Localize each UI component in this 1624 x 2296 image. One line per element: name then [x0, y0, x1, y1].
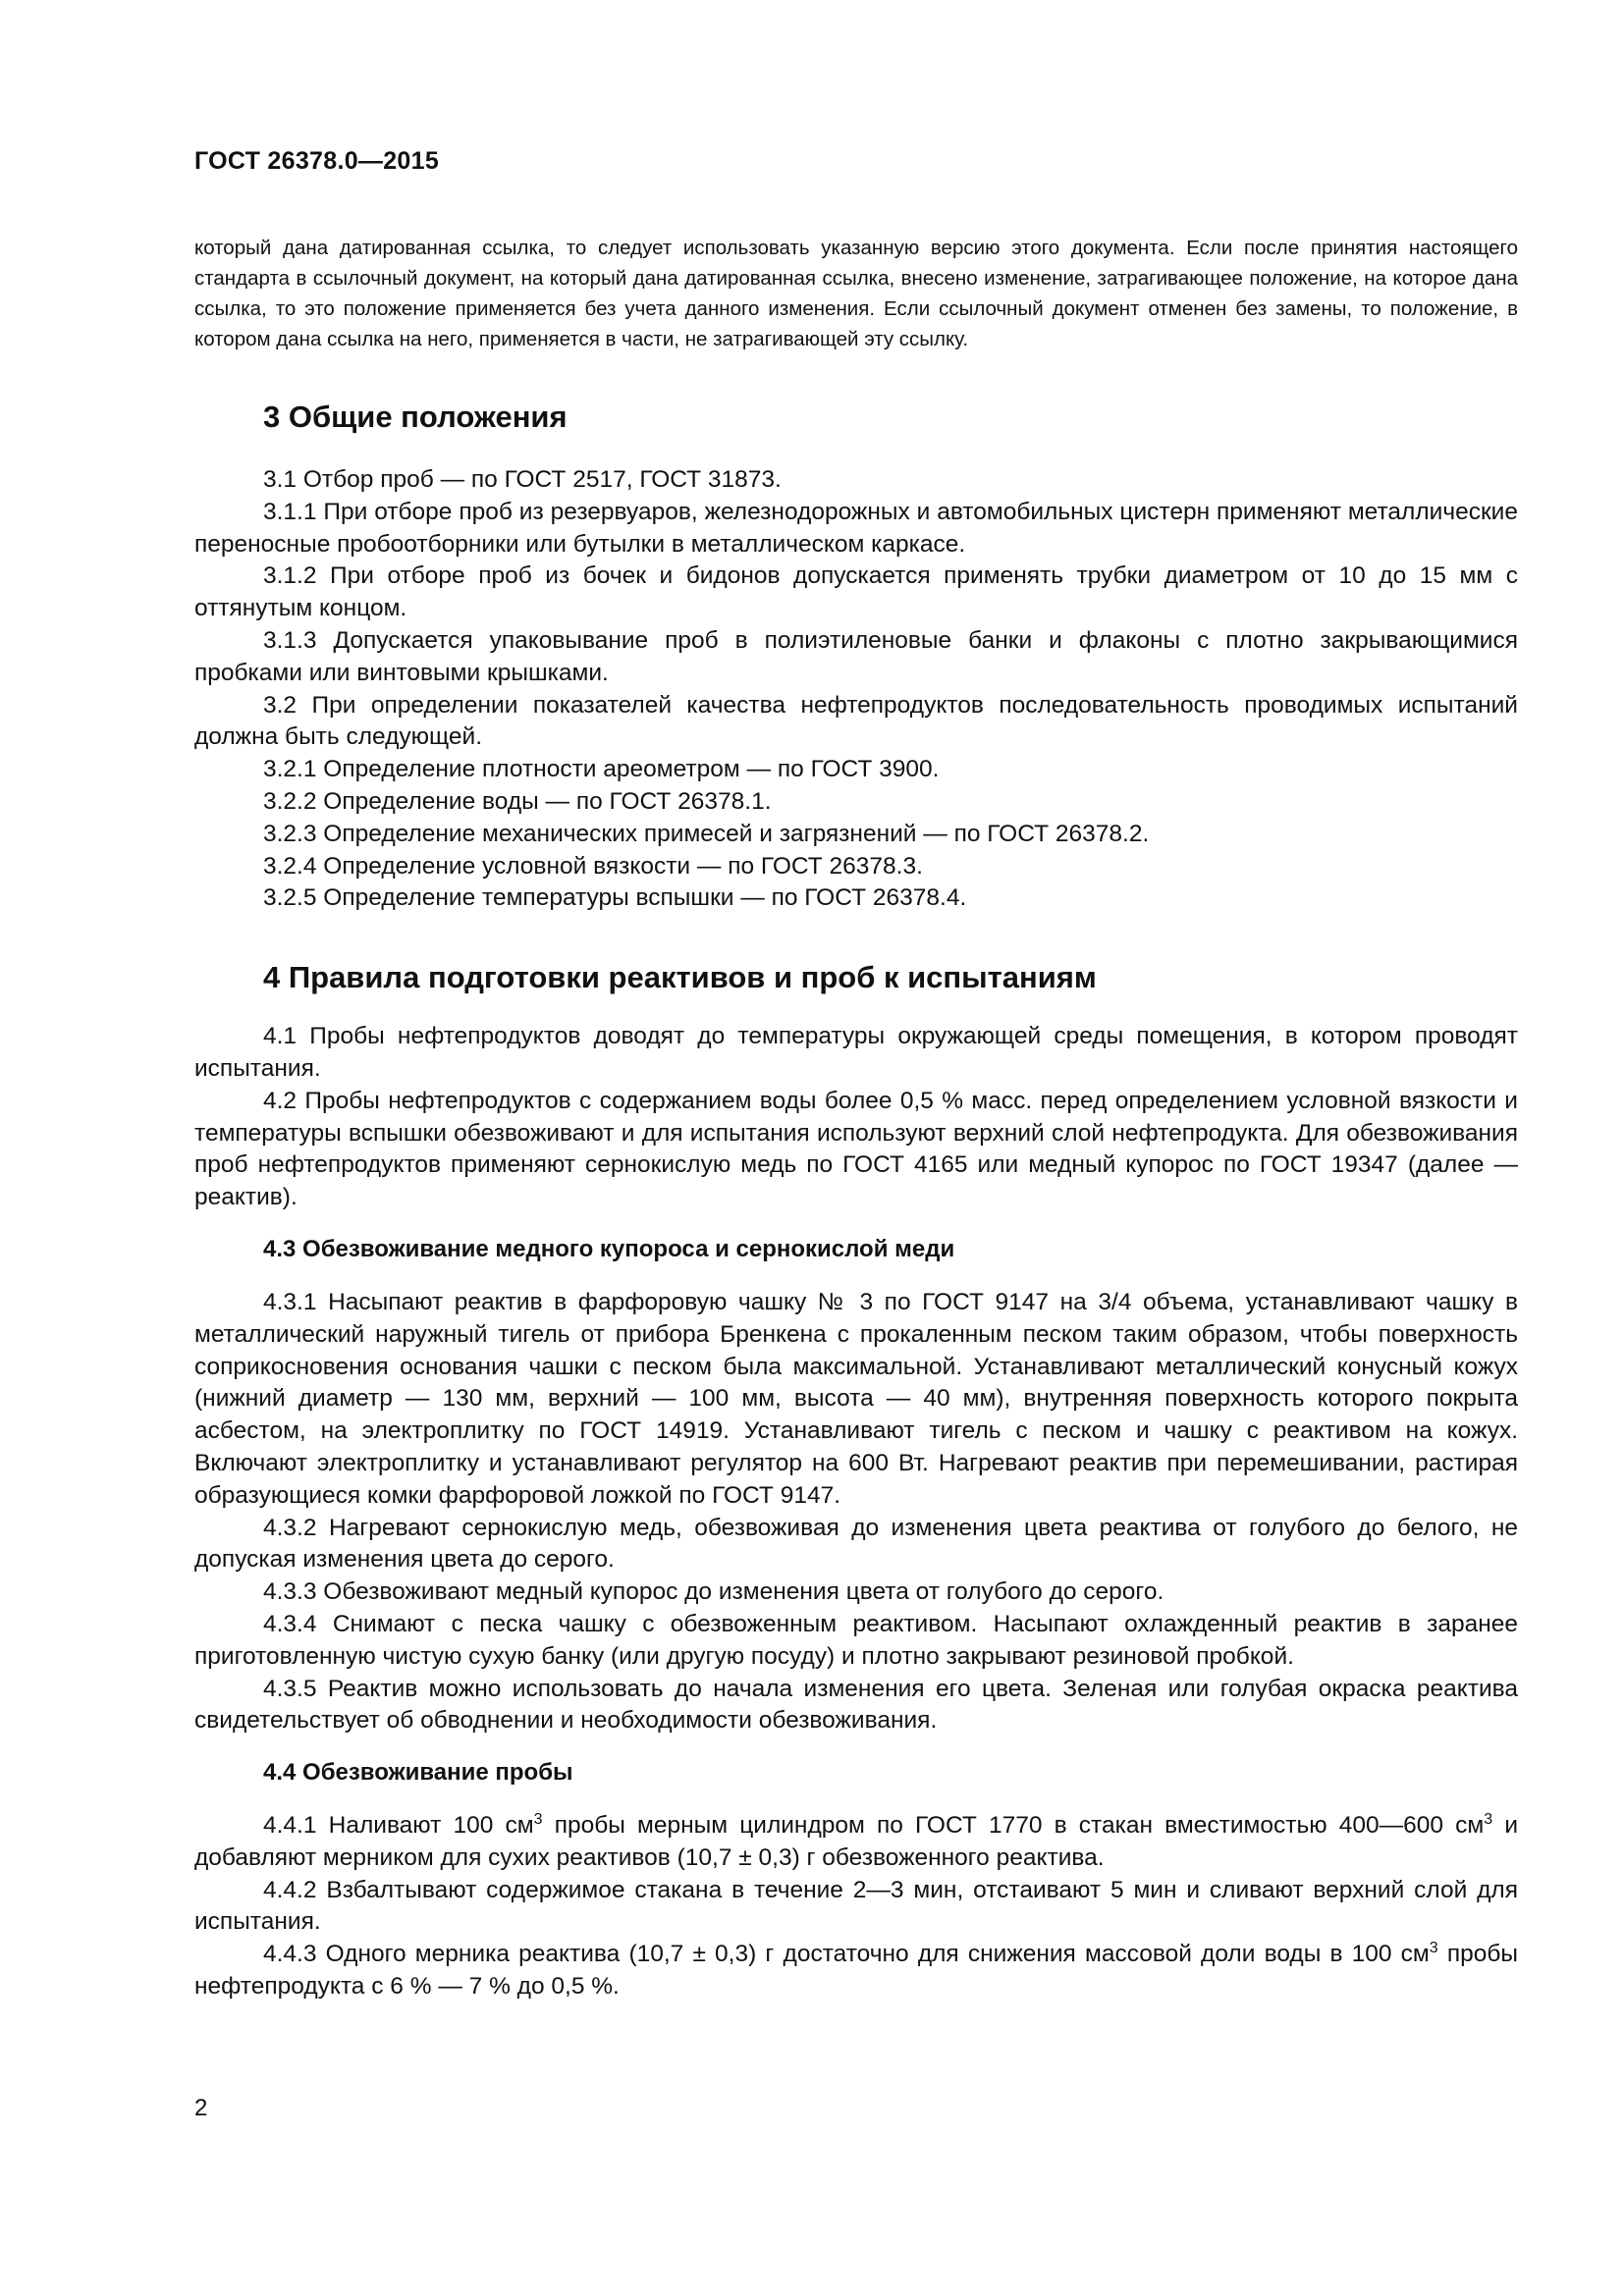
document-page [194, 147, 1518, 2003]
paragraph-3-2-4: 3.2.4 Определение условной вязкости — по ГОСТ 26378.3. [263, 852, 923, 880]
paragraph-3-2: 3.2 При определении показателей качества нефтепродуктов последовательность проводимых испытаний должна быть следующей. [194, 691, 1518, 751]
intro-block [194, 233, 1518, 354]
paragraph-4-3-1: 4.3.1 Насыпают реактив в фарфоровую чашку № 3 по ГОСТ 9147 на 3/4 объема, устанавливают чашку в металлический наружный тигель от прибора Бренкена с прокаленным песком таким образом, чтобы поверхность соприкосновения основания чашки с песком была максимальной. Устанавливают металлический конусный кожух (нижний диаметр — 130 мм, верхний — 100 мм, высота — 40 мм), внутренняя поверхность которого покрыта асбестом, на электроплитку по ГОСТ 14919. Устанавливают тигель с песком и чашку с реактивом на кожух. Включают электроплитку и устанавливают регулятор на 600 Вт. Нагревают реактив при перемешивании, растирая образующиеся комки фарфоровой ложкой по ГОСТ 9147. [194, 1288, 1518, 1509]
paragraph-4-3-2: 4.3.2 Нагревают сернокислую медь, обезвоживая до изменения цвета реактива от голубого до белого, не допуская изменения цвета до серого. [194, 1514, 1518, 1574]
paragraph-4-3-5: 4.3.5 Реактив можно использовать до начала изменения его цвета. Зеленая или голубая окраска реактива свидетельствует об обводнении и необходимости обезвоживания. [194, 1675, 1518, 1735]
paragraph-3-2-5: 3.2.5 Определение температуры вспышки — по ГОСТ 26378.4. [263, 884, 967, 912]
paragraph-4-4-2: 4.4.2 Взбалтывают содержимое стакана в течение 2—3 мин, отстаивают 5 мин и сливают верхний слой для испытания. [194, 1876, 1518, 1936]
paragraph-3-1: 3.1 Отбор проб — по ГОСТ 2517, ГОСТ 31873. [263, 466, 782, 493]
paragraph-4-4-3 [194, 1939, 1518, 2003]
section-4-body [194, 1021, 1518, 1214]
paragraph-3-2-1: 3.2.1 Определение плотности ареометром — по ГОСТ 3900. [263, 756, 940, 783]
paragraph-3-1-1: 3.1.1 При отборе проб из резервуаров, железнодорожных и автомобильных цистерн применяют металлические переносные пробоотборники или бутылки в металлическом каркасе. [194, 498, 1518, 558]
paragraph-4-4-1 [194, 1810, 1518, 1875]
document-header: ГОСТ 26378.0—2015 [194, 147, 440, 175]
subsection-4-4-heading: 4.4 Обезвоживание пробы [263, 1759, 573, 1787]
paragraph-3-2-2: 3.2.2 Определение воды — по ГОСТ 26378.1. [263, 787, 772, 815]
paragraph-4-1: 4.1 Пробы нефтепродуктов доводят до температуры окружающей среды помещения, в котором проводят испытания. [194, 1023, 1518, 1082]
section-4-heading: 4 Правила подготовки реактивов и проб к испытаниям [263, 960, 1097, 995]
section-3-heading: 3 Общие положения [263, 400, 568, 434]
subsection-4-3-body [194, 1287, 1518, 1737]
text-fragment: пробы нефтепродукта с 6 % — 7 % до 0,5 %. [194, 1941, 1518, 2001]
subsection-4-3-heading: 4.3 Обезвоживание медного купороса и сернокислой меди [263, 1235, 955, 1262]
superscript: 3 [1429, 1940, 1438, 1957]
superscript: 3 [1484, 1810, 1493, 1828]
page-number: 2 [194, 2095, 208, 2121]
text-fragment: 4.4.3 Одного мерника реактива (10,7 ± 0,3) г достаточно для снижения массовой доли воды в 100 см [263, 1941, 1430, 1968]
paragraph-3-1-2: 3.1.2 При отборе проб из бочек и бидонов допускается применять трубки диаметром от 10 до 15 мм с оттянутым концом. [194, 562, 1518, 622]
paragraph-3-1-3: 3.1.3 Допускается упаковывание проб в полиэтиленовые банки и флаконы с плотно закрывающимися пробками или винтовыми крышками. [194, 626, 1518, 686]
section-3-body [194, 464, 1518, 915]
text-fragment: пробы мерным цилиндром по ГОСТ 1770 в стакан вместимостью 400—600 см [542, 1812, 1485, 1840]
text-fragment: 4.4.1 Наливают 100 см [263, 1812, 534, 1840]
paragraph-4-2: 4.2 Пробы нефтепродуктов с содержанием воды более 0,5 % масс. перед определением условной вязкости и температуры вспышки обезвоживают и для испытания используют верхний слой нефтепродукта. Для обезвоживания проб нефтепродуктов применяют сернокислую медь по ГОСТ 4165 или медный купорос по ГОСТ 19347 (далее — реактив). [194, 1087, 1518, 1211]
paragraph-4-3-3: 4.3.3 Обезвоживают медный купорос до изменения цвета от голубого до серого. [263, 1578, 1164, 1606]
intro-paragraph: который дана датированная ссылка, то следует использовать указанную версию этого документа. Если после принятия настоящего стандарта в ссылочный документ, на который дана датированная ссылка, внесено изменение, затрагивающее положение, на которое дана ссылка, то это положение применяется без учета данного изменения. Если ссылочный документ отменен без замены, то положение, в котором дана ссылка на него, применяется в части, не затрагивающей эту ссылку. [194, 237, 1518, 350]
text-fragment: и добавляют мерником для сухих реактивов (10,7 ± 0,3) г обезвоженного реактива. [194, 1812, 1519, 1871]
superscript: 3 [533, 1810, 543, 1828]
paragraph-4-3-4: 4.3.4 Снимают с песка чашку с обезвоженным реактивом. Насыпают охлажденный реактив в заранее приготовленную чистую сухую банку (или другую посуду) и плотно закрывают резиновой пробкой. [194, 1610, 1518, 1670]
paragraph-3-2-3: 3.2.3 Определение механических примесей и загрязнений — по ГОСТ 26378.2. [263, 820, 1150, 847]
subsection-4-4-body [194, 1810, 1518, 2003]
